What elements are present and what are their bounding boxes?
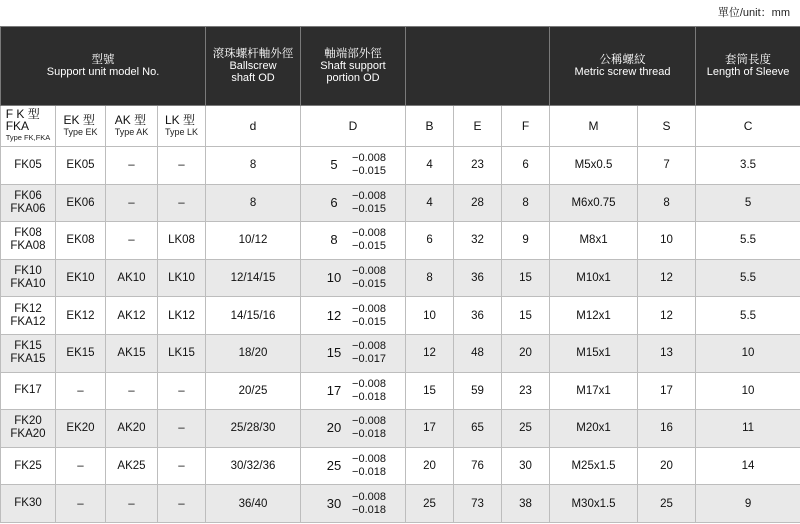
- tolerance-value: −0.017: [352, 353, 386, 366]
- tolerance-value: −0.008: [352, 302, 386, 315]
- cell-lk-model: –: [158, 485, 206, 523]
- cell-S: 13: [638, 334, 696, 372]
- cell-F: 9: [502, 222, 550, 260]
- fk-model-line: FK30: [14, 497, 42, 510]
- header-sleeve-zh: 套筒長度: [725, 54, 772, 66]
- sub-ek-label: EK 型: [63, 113, 95, 127]
- cell-D: [301, 184, 406, 222]
- cell-fk-model: [1, 184, 56, 222]
- D-tolerance: [352, 491, 386, 517]
- cell-fk-model: [1, 410, 56, 448]
- fk-model-line: FKA12: [10, 315, 46, 328]
- tolerance-value: −0.008: [352, 340, 386, 353]
- header-group-row: [1, 27, 800, 106]
- tolerance-value: −0.015: [352, 315, 386, 328]
- fk-model-line: FK15: [14, 340, 42, 353]
- cell-d: 36/40: [206, 485, 301, 523]
- sub-B: B: [406, 106, 454, 147]
- cell-S: 17: [638, 372, 696, 410]
- D-tolerance: [352, 152, 386, 178]
- cell-fk-model: [1, 259, 56, 297]
- fk-model-line: FKA15: [10, 353, 46, 366]
- cell-C: 10: [696, 334, 800, 372]
- header-sleeve-length: [696, 27, 800, 106]
- cell-E: 65: [454, 410, 502, 448]
- cell-ek-model: EK10: [56, 259, 106, 297]
- cell-D: [301, 485, 406, 523]
- header-metric-thread: [550, 27, 696, 106]
- cell-S: 12: [638, 259, 696, 297]
- header-model: [1, 27, 206, 106]
- cell-fk-model: [1, 334, 56, 372]
- cell-ek-model: EK06: [56, 184, 106, 222]
- sub-ek-type-en: Type EK: [63, 127, 98, 137]
- cell-lk-model: –: [158, 184, 206, 222]
- sub-type-ak: [106, 106, 158, 147]
- sub-lk-type-en: Type LK: [164, 127, 199, 137]
- sub-lk-label: LK 型: [164, 113, 195, 127]
- D-tolerance: [352, 227, 386, 253]
- sub-type-fk: [1, 106, 56, 147]
- table-row: [1, 334, 800, 372]
- cell-ak-model: AK10: [106, 259, 158, 297]
- cell-d: 20/25: [206, 372, 301, 410]
- cell-ak-model: –: [106, 222, 158, 260]
- cell-C: 3.5: [696, 147, 800, 185]
- table-row: [1, 372, 800, 410]
- cell-ak-model: –: [106, 485, 158, 523]
- fk-model-line: FKA06: [10, 202, 46, 215]
- cell-d: 8: [206, 184, 301, 222]
- cell-S: 10: [638, 222, 696, 260]
- sub-M: M: [550, 106, 638, 147]
- fk-model-line: FK10: [14, 265, 42, 278]
- sub-type-lk: [158, 106, 206, 147]
- D-nominal: 8: [330, 232, 338, 248]
- sub-fk-line1: F K: [5, 107, 25, 121]
- cell-D: [301, 410, 406, 448]
- cell-ek-model: EK15: [56, 334, 106, 372]
- cell-M: M15x1: [550, 334, 638, 372]
- fk-model-line: FK05: [14, 158, 42, 171]
- cell-E: 48: [454, 334, 502, 372]
- cell-B: 12: [406, 334, 454, 372]
- tolerance-value: −0.008: [352, 453, 386, 466]
- cell-d: 12/14/15: [206, 259, 301, 297]
- cell-ak-model: –: [106, 184, 158, 222]
- cell-fk-model: [1, 147, 56, 185]
- cell-B: 20: [406, 447, 454, 485]
- cell-ek-model: EK05: [56, 147, 106, 185]
- sub-ak-type-en: Type AK: [114, 127, 149, 137]
- cell-F: 30: [502, 447, 550, 485]
- cell-E: 76: [454, 447, 502, 485]
- tolerance-value: −0.018: [352, 428, 386, 441]
- cell-lk-model: –: [158, 372, 206, 410]
- D-nominal: 30: [326, 495, 342, 511]
- cell-ek-model: –: [56, 447, 106, 485]
- sub-D: D: [301, 106, 406, 147]
- sub-fk-line2: FKA: [5, 119, 30, 133]
- table-row: [1, 297, 800, 335]
- cell-M: M25x1.5: [550, 447, 638, 485]
- spec-rows: [1, 147, 800, 523]
- D-nominal: 6: [330, 194, 338, 210]
- cell-M: M30x1.5: [550, 485, 638, 523]
- cell-S: 7: [638, 147, 696, 185]
- sub-S: S: [638, 106, 696, 147]
- cell-M: M20x1: [550, 410, 638, 448]
- header-model-en: Support unit model No.: [46, 66, 160, 78]
- cell-D: [301, 372, 406, 410]
- sub-type-ek: [56, 106, 106, 147]
- tolerance-value: −0.015: [352, 278, 386, 291]
- tolerance-value: −0.018: [352, 466, 386, 479]
- cell-D: [301, 447, 406, 485]
- cell-d: 18/20: [206, 334, 301, 372]
- cell-F: 6: [502, 147, 550, 185]
- cell-B: 15: [406, 372, 454, 410]
- cell-B: 25: [406, 485, 454, 523]
- cell-F: 20: [502, 334, 550, 372]
- cell-S: 20: [638, 447, 696, 485]
- D-tolerance: [352, 190, 386, 216]
- header-metric-zh: 公稱螺紋: [599, 54, 646, 66]
- cell-B: 4: [406, 184, 454, 222]
- tolerance-value: −0.008: [352, 265, 386, 278]
- cell-ek-model: –: [56, 372, 106, 410]
- fk-model-line: FKA08: [10, 240, 46, 253]
- table-row: [1, 222, 800, 260]
- cell-ek-model: –: [56, 485, 106, 523]
- support-unit-spec-table: [0, 26, 800, 523]
- cell-D: [301, 147, 406, 185]
- D-tolerance: [352, 340, 386, 366]
- header-metric-en: Metric screw thread: [574, 66, 671, 78]
- sub-C: C: [696, 106, 800, 147]
- table-row: [1, 410, 800, 448]
- cell-fk-model: [1, 447, 56, 485]
- header-shaft-en2: portion OD: [326, 72, 380, 84]
- cell-M: M8x1: [550, 222, 638, 260]
- fk-model-line: FKA10: [10, 278, 46, 291]
- cell-E: 36: [454, 259, 502, 297]
- cell-B: 6: [406, 222, 454, 260]
- header-ballscrew-zh: 滾珠螺杆軸外徑: [212, 48, 294, 60]
- header-ballscrew-en1: Ballscrew: [229, 60, 277, 72]
- cell-M: M5x0.5: [550, 147, 638, 185]
- sub-fk-type-en: Type FK,FKA: [5, 133, 51, 142]
- cell-d: 14/15/16: [206, 297, 301, 335]
- sub-E: E: [454, 106, 502, 147]
- cell-M: M12x1: [550, 297, 638, 335]
- tolerance-value: −0.015: [352, 202, 386, 215]
- cell-E: 36: [454, 297, 502, 335]
- header-shaft-zh: 軸端部外徑: [324, 48, 382, 60]
- cell-fk-model: [1, 485, 56, 523]
- cell-d: 30/32/36: [206, 447, 301, 485]
- cell-F: 23: [502, 372, 550, 410]
- cell-E: 28: [454, 184, 502, 222]
- cell-C: 14: [696, 447, 800, 485]
- cell-D: [301, 297, 406, 335]
- cell-B: 10: [406, 297, 454, 335]
- tolerance-value: −0.015: [352, 165, 386, 178]
- sub-fk-type-zh: 型: [27, 107, 40, 121]
- table-row: [1, 147, 800, 185]
- cell-ak-model: AK25: [106, 447, 158, 485]
- sub-ak-label: AK 型: [114, 113, 147, 127]
- tolerance-value: −0.008: [352, 227, 386, 240]
- header-shaft-support-od: [301, 27, 406, 106]
- cell-C: 10: [696, 372, 800, 410]
- cell-fk-model: [1, 372, 56, 410]
- tolerance-value: −0.008: [352, 189, 386, 202]
- header-shaft-en1: Shaft support: [320, 60, 386, 72]
- header-blank: [406, 27, 550, 106]
- cell-lk-model: –: [158, 410, 206, 448]
- table-row: [1, 259, 800, 297]
- tolerance-value: −0.008: [352, 415, 386, 428]
- cell-D: [301, 334, 406, 372]
- cell-F: 38: [502, 485, 550, 523]
- D-nominal: 15: [326, 345, 342, 361]
- cell-lk-model: LK15: [158, 334, 206, 372]
- D-nominal: 12: [326, 307, 342, 323]
- cell-C: 9: [696, 485, 800, 523]
- cell-d: 8: [206, 147, 301, 185]
- cell-D: [301, 259, 406, 297]
- cell-lk-model: –: [158, 447, 206, 485]
- D-tolerance: [352, 265, 386, 291]
- cell-S: 25: [638, 485, 696, 523]
- D-nominal: 25: [326, 458, 342, 474]
- D-nominal: 20: [326, 420, 342, 436]
- D-tolerance: [352, 453, 386, 479]
- cell-M: M6x0.75: [550, 184, 638, 222]
- cell-C: 5: [696, 184, 800, 222]
- sub-d: d: [206, 106, 301, 147]
- fk-model-line: FK25: [14, 459, 42, 472]
- cell-ek-model: EK12: [56, 297, 106, 335]
- cell-F: 15: [502, 297, 550, 335]
- cell-lk-model: LK12: [158, 297, 206, 335]
- fk-model-line: FK20: [14, 415, 42, 428]
- cell-d: 10/12: [206, 222, 301, 260]
- tolerance-value: −0.008: [352, 377, 386, 390]
- cell-F: 15: [502, 259, 550, 297]
- D-tolerance: [352, 415, 386, 441]
- cell-ek-model: EK08: [56, 222, 106, 260]
- cell-lk-model: –: [158, 147, 206, 185]
- cell-d: 25/28/30: [206, 410, 301, 448]
- cell-B: 17: [406, 410, 454, 448]
- cell-C: 5.5: [696, 297, 800, 335]
- cell-ek-model: EK20: [56, 410, 106, 448]
- tolerance-value: −0.018: [352, 390, 386, 403]
- D-tolerance: [352, 378, 386, 404]
- tolerance-value: −0.015: [352, 240, 386, 253]
- cell-E: 23: [454, 147, 502, 185]
- cell-ak-model: –: [106, 147, 158, 185]
- cell-D: [301, 222, 406, 260]
- fk-model-line: FK06: [14, 189, 42, 202]
- fk-model-line: FK12: [14, 302, 42, 315]
- header-ballscrew-od: [206, 27, 301, 106]
- cell-M: M17x1: [550, 372, 638, 410]
- cell-C: 5.5: [696, 259, 800, 297]
- header-model-zh: 型號: [91, 54, 115, 66]
- D-nominal: 5: [330, 157, 338, 173]
- header-sleeve-en: Length of Sleeve: [706, 66, 790, 78]
- cell-B: 4: [406, 147, 454, 185]
- table-row: [1, 485, 800, 523]
- cell-ak-model: AK20: [106, 410, 158, 448]
- cell-ak-model: AK12: [106, 297, 158, 335]
- D-tolerance: [352, 303, 386, 329]
- D-nominal: 10: [326, 270, 342, 286]
- cell-F: 8: [502, 184, 550, 222]
- cell-E: 59: [454, 372, 502, 410]
- D-nominal: 17: [326, 382, 342, 398]
- tolerance-value: −0.018: [352, 503, 386, 516]
- cell-ak-model: –: [106, 372, 158, 410]
- table-row: [1, 447, 800, 485]
- cell-C: 5.5: [696, 222, 800, 260]
- header-sub-row: [1, 106, 800, 147]
- cell-B: 8: [406, 259, 454, 297]
- cell-S: 8: [638, 184, 696, 222]
- cell-F: 25: [502, 410, 550, 448]
- tolerance-value: −0.008: [352, 490, 386, 503]
- fk-model-line: FK08: [14, 227, 42, 240]
- cell-E: 32: [454, 222, 502, 260]
- cell-S: 16: [638, 410, 696, 448]
- fk-model-line: FKA20: [10, 428, 46, 441]
- cell-C: 11: [696, 410, 800, 448]
- sub-F: F: [502, 106, 550, 147]
- tolerance-value: −0.008: [352, 152, 386, 165]
- cell-fk-model: [1, 222, 56, 260]
- cell-lk-model: LK08: [158, 222, 206, 260]
- cell-fk-model: [1, 297, 56, 335]
- cell-S: 12: [638, 297, 696, 335]
- cell-ak-model: AK15: [106, 334, 158, 372]
- cell-lk-model: LK10: [158, 259, 206, 297]
- table-row: [1, 184, 800, 222]
- fk-model-line: FK17: [14, 384, 42, 397]
- cell-M: M10x1: [550, 259, 638, 297]
- unit-label: 單位/unit：mm: [717, 7, 790, 19]
- header-ballscrew-en2: shaft OD: [231, 72, 275, 84]
- cell-E: 73: [454, 485, 502, 523]
